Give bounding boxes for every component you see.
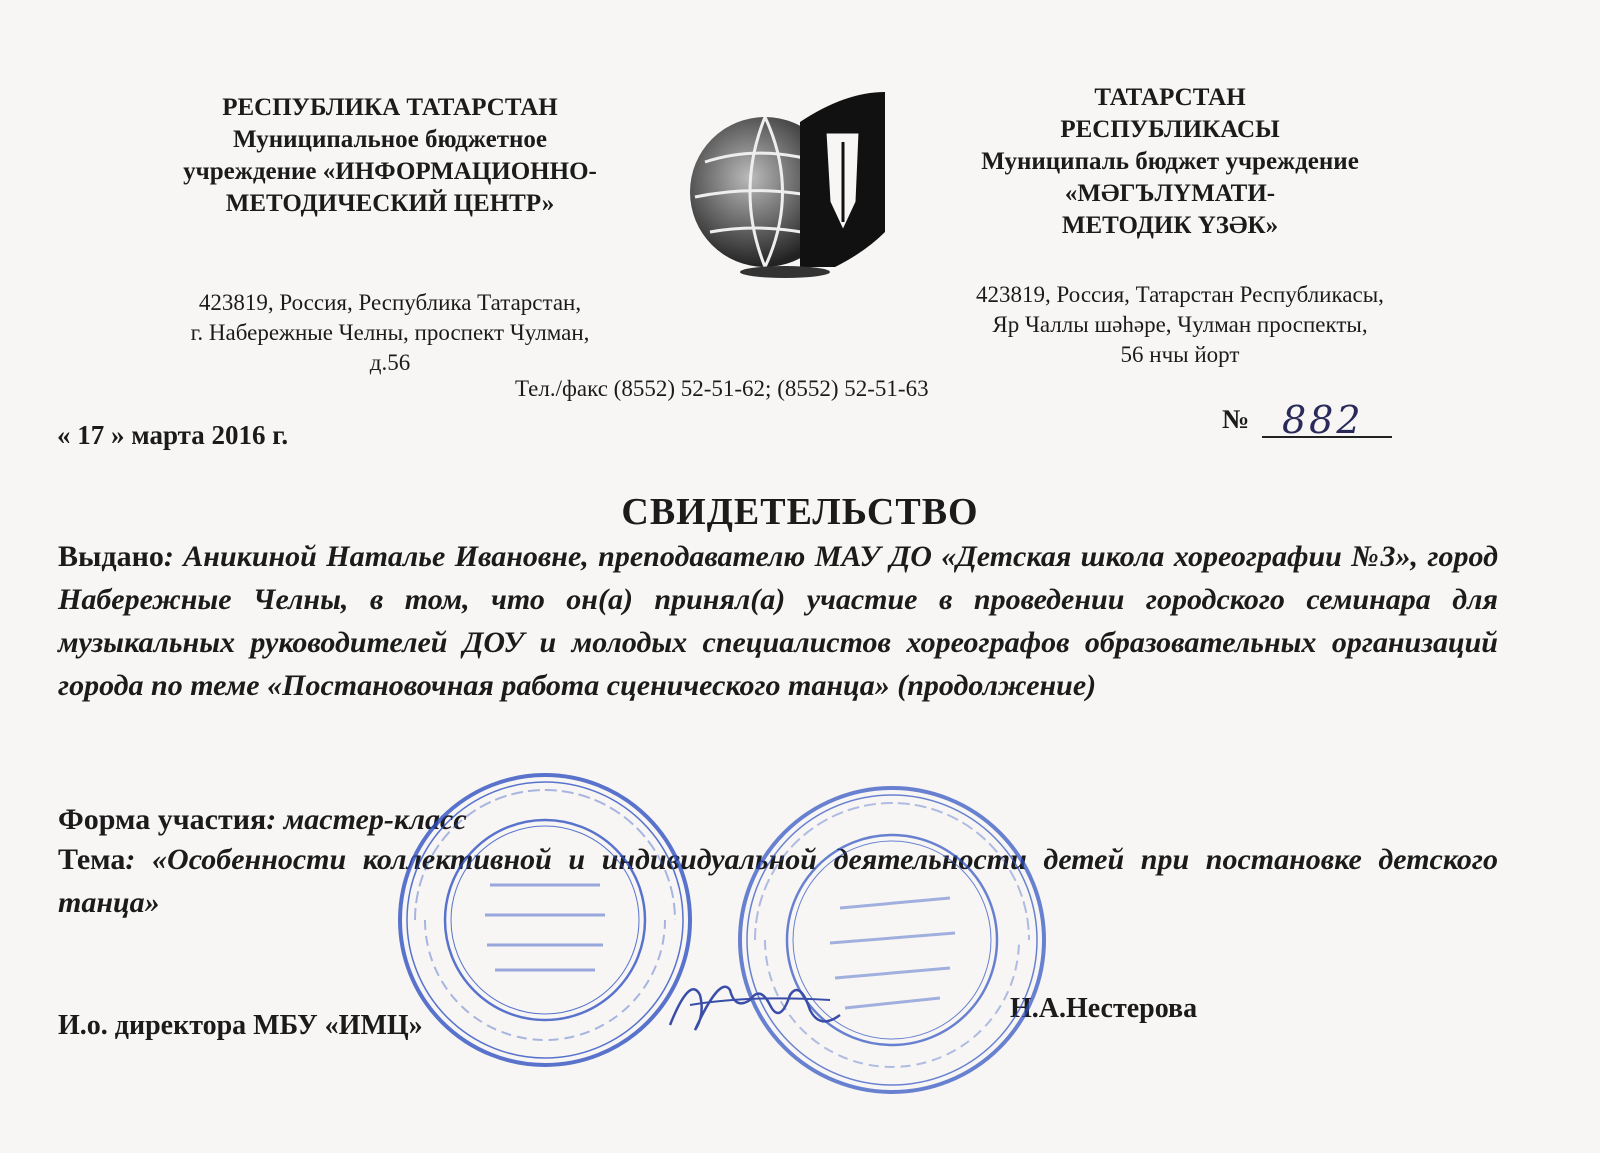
form-label: Форма участия	[58, 803, 267, 836]
header-right-line: Муниципаль бюджет учреждение	[981, 148, 1359, 175]
header-right-line: ТАТАРСТАН	[1094, 84, 1246, 111]
header-right-line: РЕСПУБЛИКАСЫ	[1060, 116, 1280, 143]
address-left	[120, 288, 660, 378]
theme-value: : «Особенности коллективной и индивидуальной деятельности детей при постановке детского танца»	[58, 843, 1498, 919]
header-left-line: РЕСПУБЛИКА ТАТАРСТАН	[222, 94, 558, 121]
form-value: : мастер-класс	[266, 803, 467, 836]
signatory-name: Н.А.Нестерова	[1010, 993, 1198, 1024]
address-left-line: 423819, Россия, Республика Татарстан,	[198, 290, 582, 315]
certificate-body	[58, 535, 1498, 707]
header-left-line: МЕТОДИЧЕСКИЙ ЦЕНТР»	[225, 190, 555, 217]
header-left-line: Муниципальное бюджетное	[232, 126, 547, 153]
address-right-line: 56 нчы йорт	[1120, 342, 1240, 367]
signatory-position: И.о. директора МБУ «ИМЦ»	[58, 1010, 423, 1041]
dance-school-stamp	[735, 783, 1050, 1098]
signature	[660, 955, 850, 1045]
address-left-line: г. Набережные Челны, проспект Чулман,	[190, 320, 590, 345]
address-right	[900, 280, 1460, 370]
theme-label: Тема	[58, 843, 126, 876]
address-right-line: 423819, Россия, Татарстан Республикасы,	[976, 282, 1384, 307]
header-left-line: учреждение «ИНФОРМАЦИОННО-	[183, 158, 597, 185]
document-title: СВИДЕТЕЛЬСТВО	[621, 491, 979, 533]
document-number	[1222, 398, 1397, 442]
header-right-line: «МӘГЪЛҮМАТИ-	[1064, 180, 1276, 207]
document-date: « 17 » марта 2016 г.	[57, 420, 289, 450]
header-right-line: МЕТОДИК ҮЗӘК»	[1061, 212, 1279, 239]
issued-label: Выдано	[58, 540, 164, 573]
imc-stamp	[395, 770, 695, 1070]
address-right-line: Яр Чаллы шәһәре, Чулман проспекты,	[992, 312, 1368, 337]
address-left-line: д.56	[369, 350, 411, 375]
header-left-org	[130, 92, 650, 220]
number-value: 882	[1282, 398, 1364, 442]
number-label: №	[1222, 404, 1250, 434]
phone-fax: Тел./факс (8552) 52-51-62; (8552) 52-51-63	[515, 376, 929, 401]
header-right-org	[920, 82, 1420, 242]
issued-text: : Аникиной Наталье Ивановне, преподавателю МАУ ДО «Детская школа хореографии №3», город Набережные Челны, в том, что он(а) принял(а) участие в проведении городского семинара для музыкальных руководителей ДОУ и молодых специалистов хореографов образовательных организаций города по теме «Постановочная работа сценического танца» (продолжение)	[58, 540, 1498, 702]
organization-logo	[685, 82, 895, 282]
